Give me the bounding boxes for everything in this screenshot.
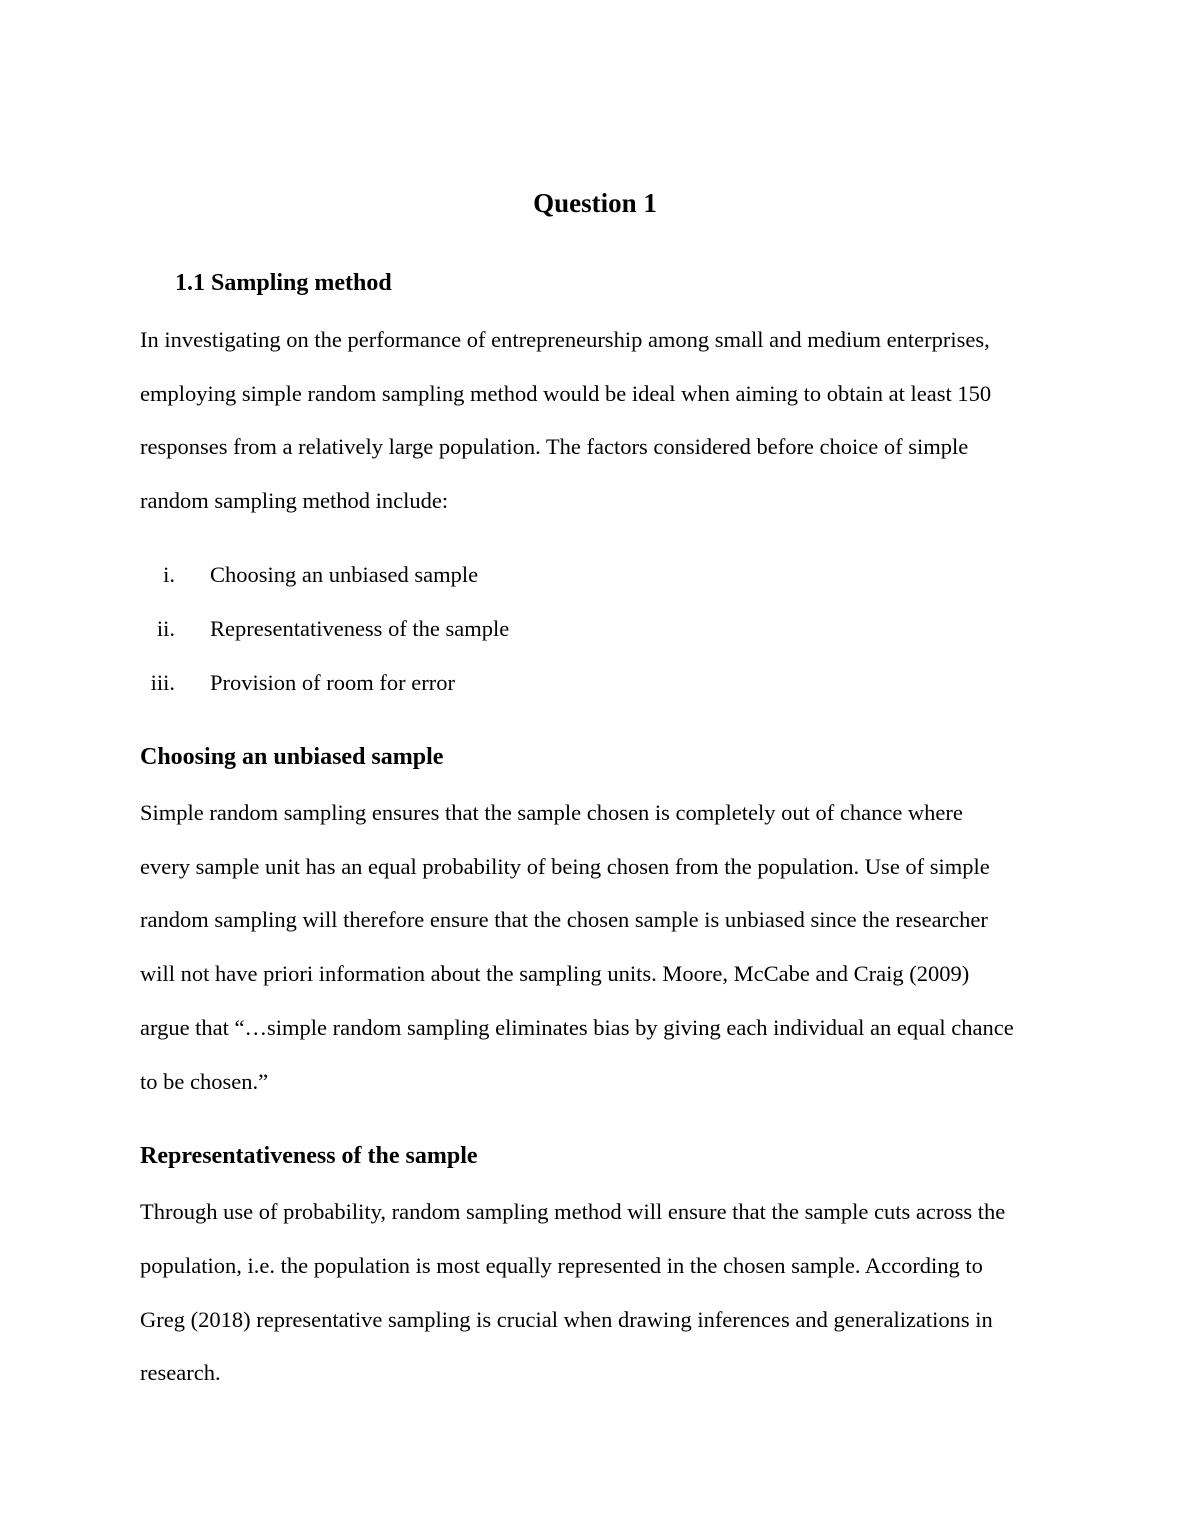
paragraph-line: every sample unit has an equal probability of being chosen from the population. Use of simple [140, 854, 990, 879]
paragraph-line: population, i.e. the population is most equally represented in the chosen sample. According to [140, 1253, 983, 1278]
intro-line: responses from a relatively large population. The factors considered before choice of simple [140, 434, 969, 459]
intro-line: employing simple random sampling method would be ideal when aiming to obtain at least 150 [140, 381, 992, 406]
list-item-number: iii. [150, 670, 175, 695]
paragraph-line: random sampling will therefore ensure that the chosen sample is unbiased since the researcher [140, 907, 988, 932]
subsection-heading: Choosing an unbiased sample [140, 744, 444, 770]
list-item-number: ii. [156, 616, 175, 641]
paragraph-line: to be chosen.” [140, 1069, 269, 1094]
page-title: Question 1 [533, 188, 657, 218]
list-item-text: Provision of room for error [210, 670, 455, 695]
list-item-text: Representativeness of the sample [210, 616, 510, 641]
paragraph-line: argue that “…simple random sampling eliminates bias by giving each individual an equal chance [140, 1015, 1014, 1040]
paragraph-line: Through use of probability, random sampling method will ensure that the sample cuts across the [140, 1199, 1006, 1224]
subsection-heading: Representativeness of the sample [140, 1143, 478, 1169]
intro-line: random sampling method include: [140, 488, 449, 513]
list-item-number: i. [163, 562, 175, 587]
paragraph-line: Simple random sampling ensures that the sample chosen is completely out of chance where [140, 800, 963, 825]
section-heading: Sampling method [211, 270, 392, 296]
paragraph-line: research. [140, 1360, 221, 1385]
intro-line: In investigating on the performance of entrepreneurship among small and medium enterprises, [140, 327, 990, 352]
section-number: 1.1 [175, 270, 205, 296]
list-item-text: Choosing an unbiased sample [210, 562, 479, 587]
paragraph-line: will not have priori information about the sampling units. Moore, McCabe and Craig (2009) [140, 961, 970, 986]
paragraph-line: Greg (2018) representative sampling is crucial when drawing inferences and generalizations in [140, 1307, 993, 1332]
